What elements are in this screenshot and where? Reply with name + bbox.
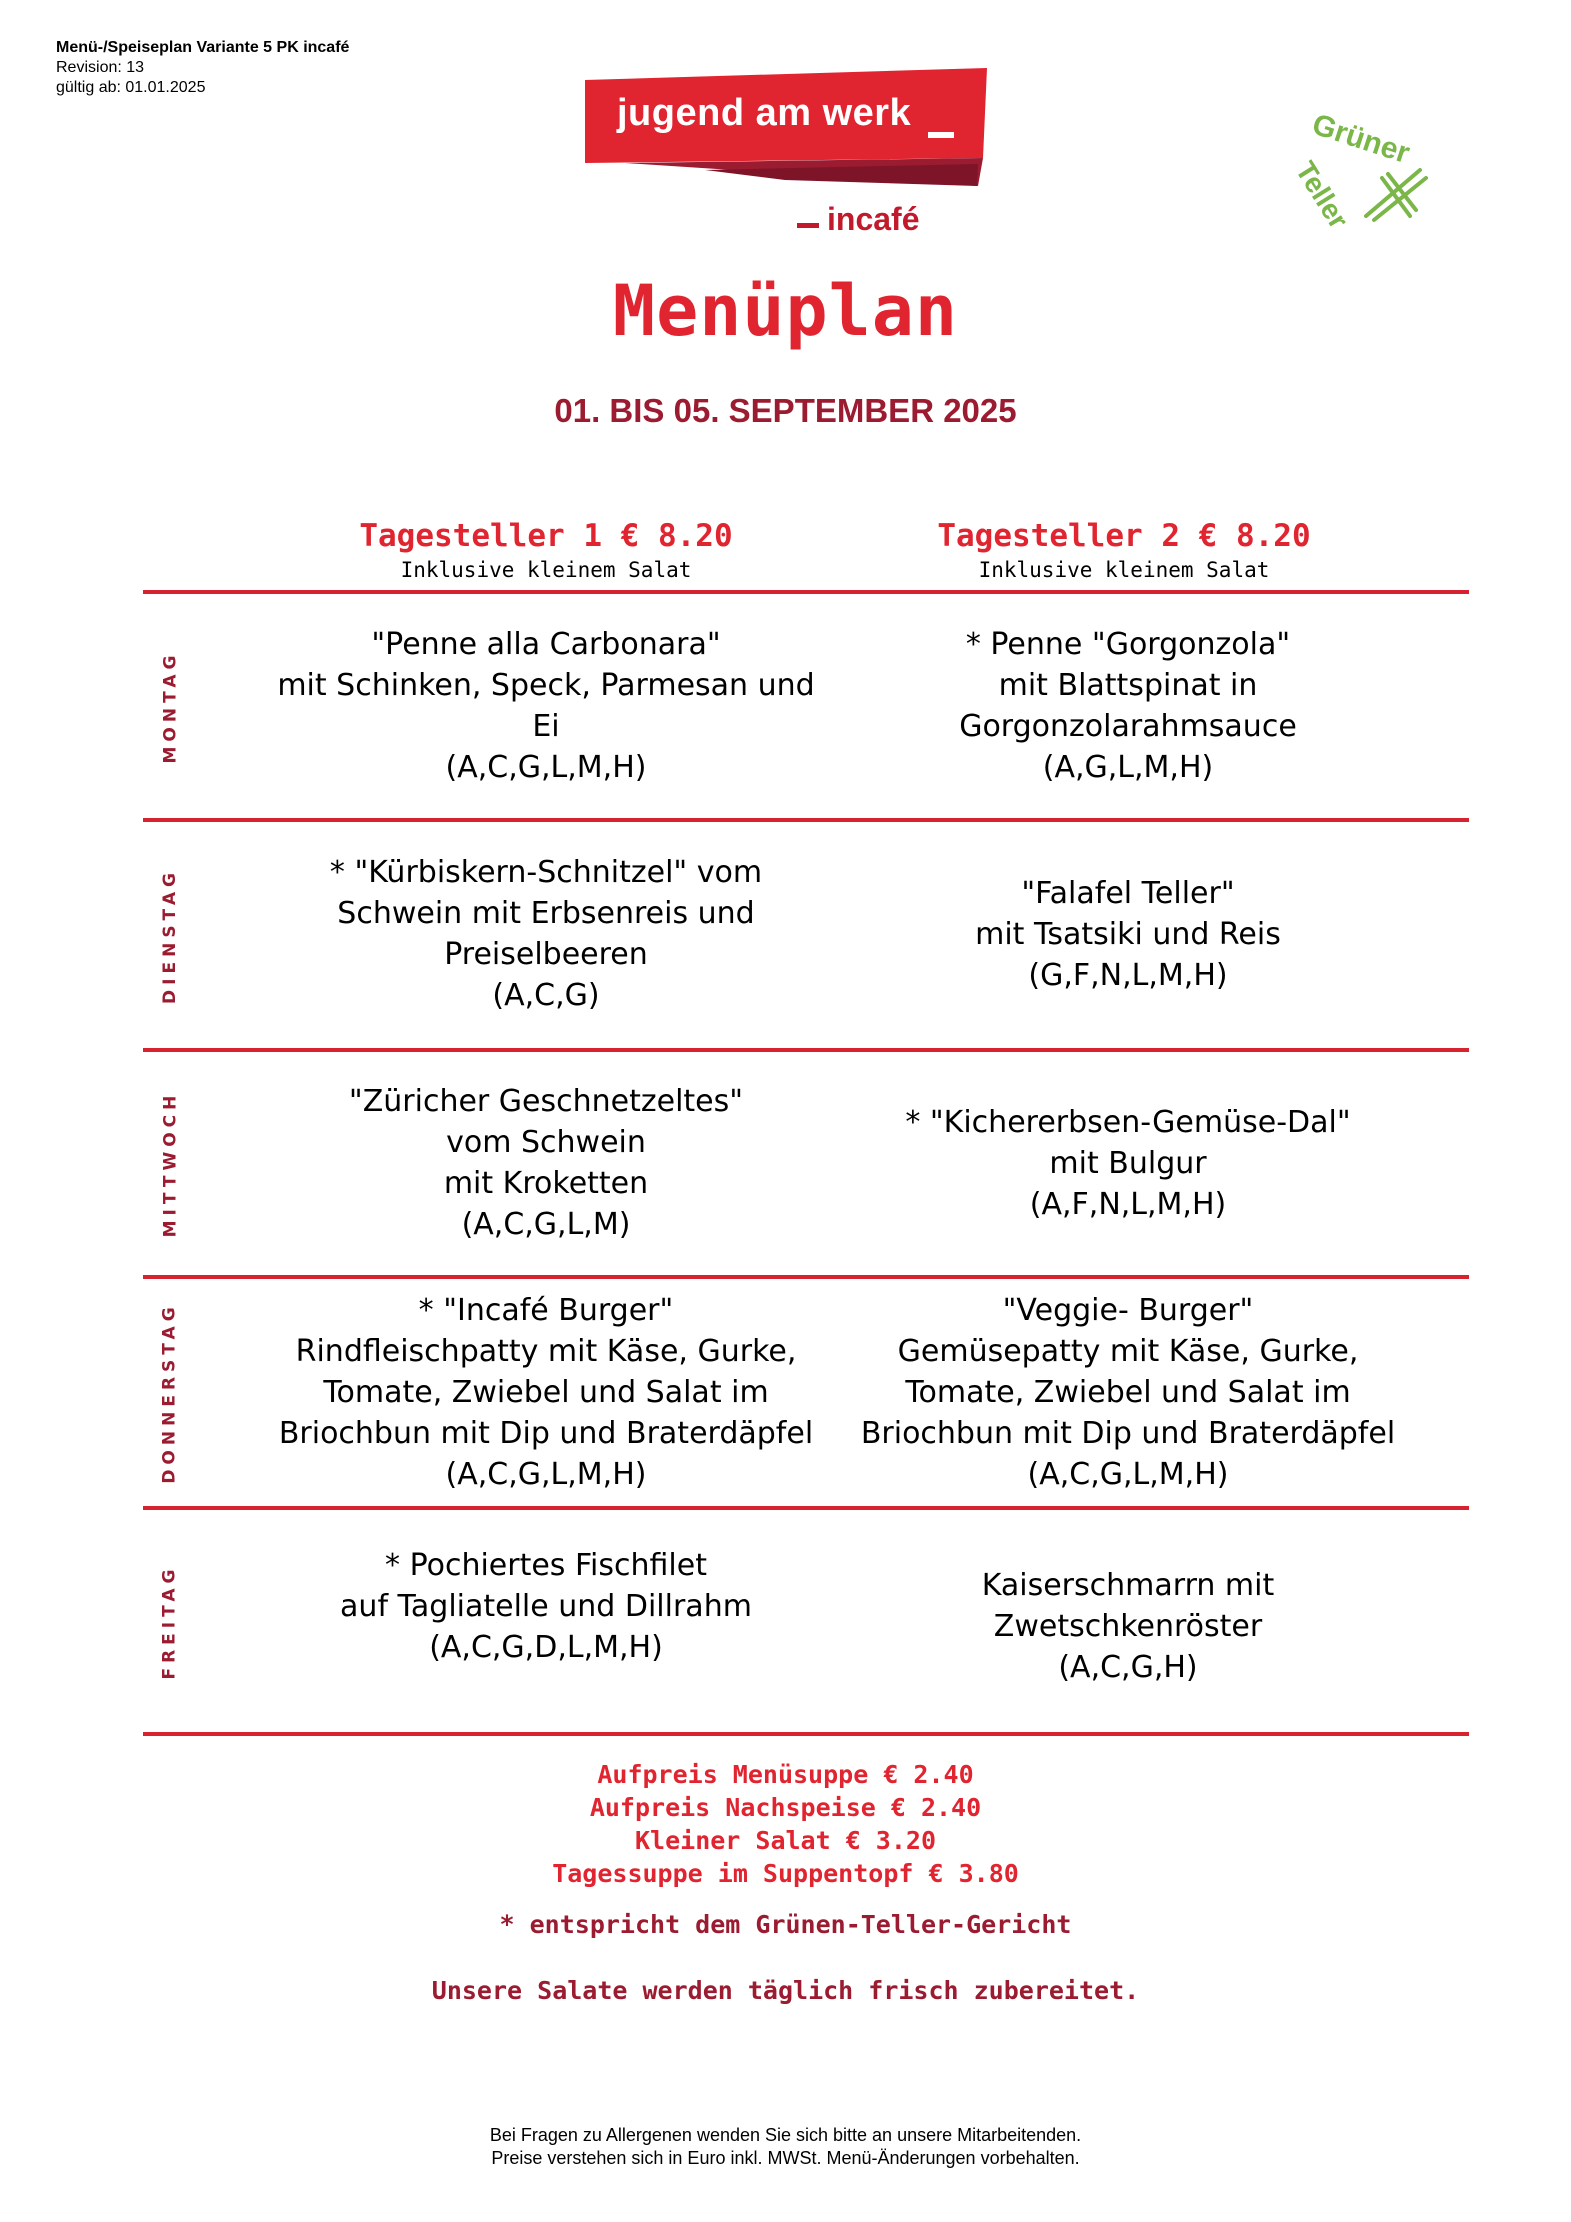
tuesday-dish-2: "Falafel Teller" mit Tsatsiki und Reis (G,F,N,L,M,H)	[975, 875, 1281, 993]
divider	[143, 818, 1469, 822]
page-title: Menüplan	[612, 270, 959, 352]
extras-list	[0, 1758, 1571, 1890]
logo-brand-text: jugend am werk	[617, 92, 912, 134]
friday-dish-2: Kaiserschmarrn mit Zwetschkenröster (A,C,G,H)	[981, 1567, 1275, 1685]
column-heading-2	[864, 518, 1384, 582]
green-plate-note: * entspricht dem Grünen-Teller-Gericht	[499, 1910, 1072, 1939]
stamp-line1: Grüner	[1308, 107, 1414, 171]
day-label-tuesday: DIENSTAG	[160, 867, 181, 1004]
divider	[143, 1048, 1469, 1052]
allergen-note: Bei Fragen zu Allergenen wenden Sie sich bitte an unsere Mitarbeitenden.	[489, 2125, 1082, 2145]
divider	[143, 1732, 1469, 1736]
logo-dash	[928, 132, 954, 138]
jugend-am-werk-logo	[585, 68, 990, 268]
document-meta	[56, 38, 349, 98]
wednesday-dish-1: "Züricher Geschnetzeltes" vom Schwein mit Kroketten (A,C,G,L,M)	[348, 1084, 744, 1242]
extra-daily-soup: Tagessuppe im Suppentopf € 3.80	[552, 1859, 1019, 1888]
column-2-sub: Inklusive kleinem Salat	[978, 558, 1270, 582]
revision: Revision: 13	[56, 59, 145, 76]
day-label-wednesday: MITTWOCH	[160, 1090, 181, 1238]
date-range: 01. BIS 05. SEPTEMBER 2025	[554, 392, 1017, 429]
footer-disclaimer	[0, 2124, 1571, 2170]
salad-note: Unsere Salate werden täglich frisch zubereitet.	[431, 1976, 1140, 2005]
tuesday-dish-1: * "Kürbiskern-Schnitzel" vom Schwein mit Erbsenreis und Preiselbeeren (A,C,G)	[329, 855, 763, 1013]
friday-dish-1: * Pochiertes Fischfilet auf Tagliatelle und Dillrahm (A,C,G,D,L,M,H)	[340, 1547, 752, 1665]
divider	[143, 1506, 1469, 1510]
monday-dish-2: * Penne "Gorgonzola" mit Blattspinat in Gorgonzolarahmsauce (A,G,L,M,H)	[959, 627, 1297, 785]
extra-dessert: Aufpreis Nachspeise € 2.40	[589, 1793, 982, 1822]
column-1-title: Tagesteller 1 € 8.20	[359, 518, 733, 554]
day-label-monday: MONTAG	[160, 650, 181, 763]
gruener-teller-stamp	[1270, 90, 1450, 240]
monday-dish-1: "Penne alla Carbonara" mit Schinken, Speck, Parmesan und Ei (A,C,G,L,M,H)	[277, 627, 815, 785]
divider	[143, 1275, 1469, 1279]
thursday-dish-1: * "Incafé Burger" Rindfleischpatty mit Käse, Gurke, Tomate, Zwiebel und Salat im Briochbun mit Dip und Braterdäpfel (A,C,G,L,M,H)	[278, 1293, 814, 1492]
cutlery-icon	[1366, 170, 1426, 220]
day-label-thursday: DONNERSTAG	[160, 1302, 181, 1484]
logo-sub	[797, 201, 919, 238]
price-note: Preise verstehen sich in Euro inkl. MWSt. Menü-Änderungen vorbehalten.	[491, 2148, 1080, 2168]
column-1-sub: Inklusive kleinem Salat	[400, 558, 692, 582]
day-label-friday: FREITAG	[160, 1563, 180, 1680]
logo-sub-text: incafé	[827, 201, 920, 237]
valid-from: gültig ab: 01.01.2025	[56, 79, 206, 96]
extra-salad: Kleiner Salat € 3.20	[634, 1826, 937, 1855]
divider	[143, 590, 1469, 594]
column-heading-1	[286, 518, 806, 582]
stamp-line2: Teller	[1289, 155, 1355, 234]
thursday-dish-2: "Veggie- Burger" Gemüsepatty mit Käse, Gurke, Tomate, Zwiebel und Salat im Briochbun mit Dip und Braterdäpfel (A,C,G,L,M,H)	[860, 1293, 1396, 1492]
extra-soup: Aufpreis Menüsuppe € 2.40	[597, 1760, 974, 1789]
wednesday-dish-2: * "Kichererbsen-Gemüse-Dal" mit Bulgur (A,F,N,L,M,H)	[905, 1104, 1351, 1222]
doc-title: Menü-/Speiseplan Variante 5 PK incafé	[56, 39, 350, 56]
column-2-title: Tagesteller 2 € 8.20	[937, 518, 1311, 554]
